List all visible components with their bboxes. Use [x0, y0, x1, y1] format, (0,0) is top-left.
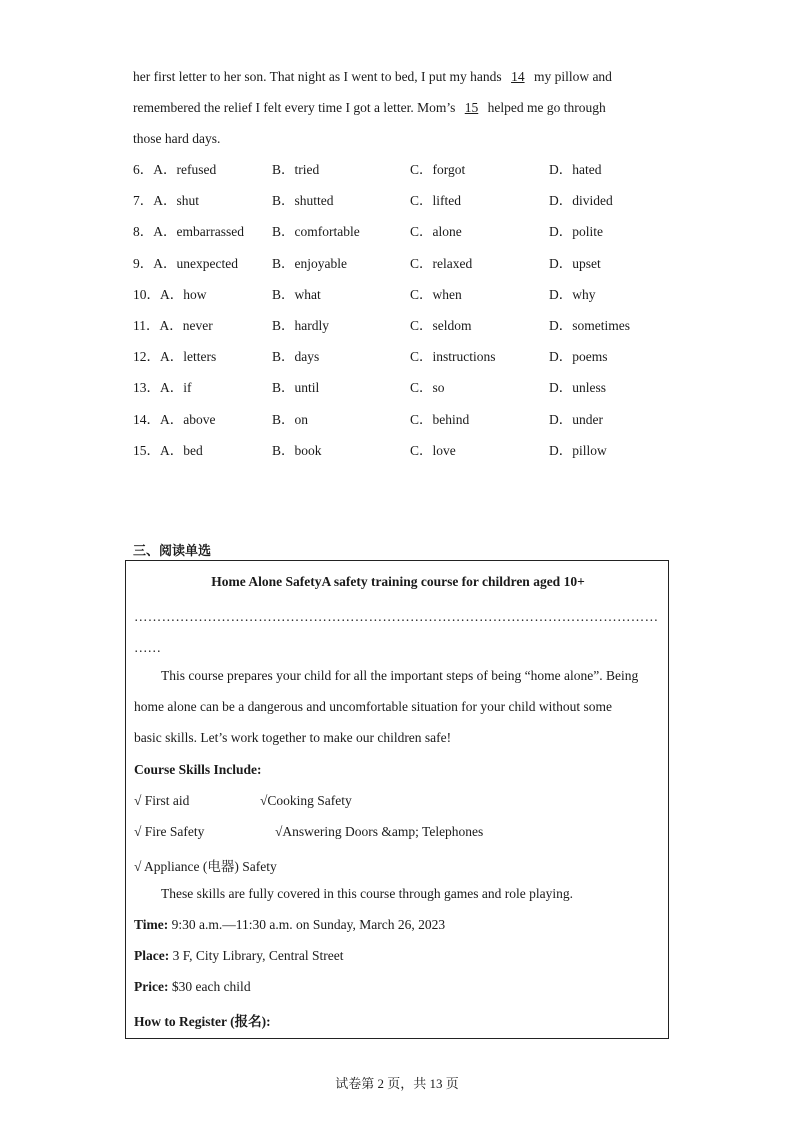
time-info: Time: 9:30 a.m.—11:30 a.m. on Sunday, March 26, 2023	[134, 917, 446, 932]
place-info: Place: 3 F, City Library, Central Street	[134, 948, 344, 963]
skills-heading: Course Skills Include:	[134, 762, 262, 777]
section-title: 三、阅读单选	[133, 544, 212, 559]
intro-line-3: basic skills. Let’s work together to make our children safe!	[134, 730, 452, 745]
dotted-line: ……………………………………………………………………………………………………	[134, 609, 659, 624]
ad-title: Home Alone SafetyA safety training course for children aged 10+	[211, 574, 585, 589]
blank-14: 14	[511, 69, 525, 84]
page-footer: 试卷第 2 页，共 13 页	[335, 1076, 459, 1091]
question-row: 6．A．refused B．tried C．forgot D．hated	[133, 162, 602, 177]
dotted-line-end: ……	[134, 640, 161, 655]
question-row: 9．A．unexpected B．enjoyable C．relaxed D．upset	[133, 255, 601, 271]
skill-row-1	[134, 793, 662, 809]
question-row: 7．A．shut B．shutted C．lifted D．divided	[133, 193, 613, 209]
passage-line-2: remembered the relief I felt every time I got a letter. Mom’s 15 helped me go through	[133, 100, 606, 115]
question-row: 8．A．embarrassed B．comfortable C．alone D．polite	[133, 224, 603, 240]
skill-answering-doors: √Answering Doors &amp; Telephones	[275, 824, 484, 839]
intro-line-1: This course prepares your child for all the important steps of being “home alone”. Being	[161, 668, 639, 683]
skill-appliance-safety: √ Appliance (电器) Safety	[134, 859, 277, 874]
question-row: 11．A．never B．hardly C．seldom D．sometimes	[133, 317, 630, 333]
question-options	[133, 154, 693, 466]
question-row: 14．A．above B．on C．behind D．under	[133, 411, 603, 427]
passage-line-1: her first letter to her son. That night as I went to bed, I put my hands 14 my pillow and	[133, 69, 612, 84]
skill-first-aid: √ First aid	[134, 793, 190, 808]
intro-line-2: home alone can be a dangerous and uncomfortable situation for your child without some	[134, 699, 612, 714]
ad-box	[125, 560, 669, 1039]
passage-continuation	[133, 61, 663, 154]
skill-row-2	[134, 824, 662, 840]
question-row: 13．A．if B．until C．so D．unless	[133, 380, 606, 396]
price-info: Price: $30 each child	[134, 979, 251, 994]
question-row: 12．A．letters B．days C．instructions D．poems	[133, 349, 608, 365]
question-row: 15．A．bed B．book C．love D．pillow	[133, 442, 607, 458]
skills-covered: These skills are fully covered in this course through games and role playing.	[161, 886, 574, 901]
blank-15: 15	[464, 100, 479, 115]
skill-fire-safety: √ Fire Safety	[134, 824, 205, 839]
passage-line-3: those hard days.	[133, 131, 221, 146]
skill-cooking-safety: √Cooking Safety	[260, 793, 352, 808]
question-row: 10．A．how B．what C．when D．why	[133, 286, 596, 302]
register-info: How to Register (报名):	[134, 1014, 271, 1029]
